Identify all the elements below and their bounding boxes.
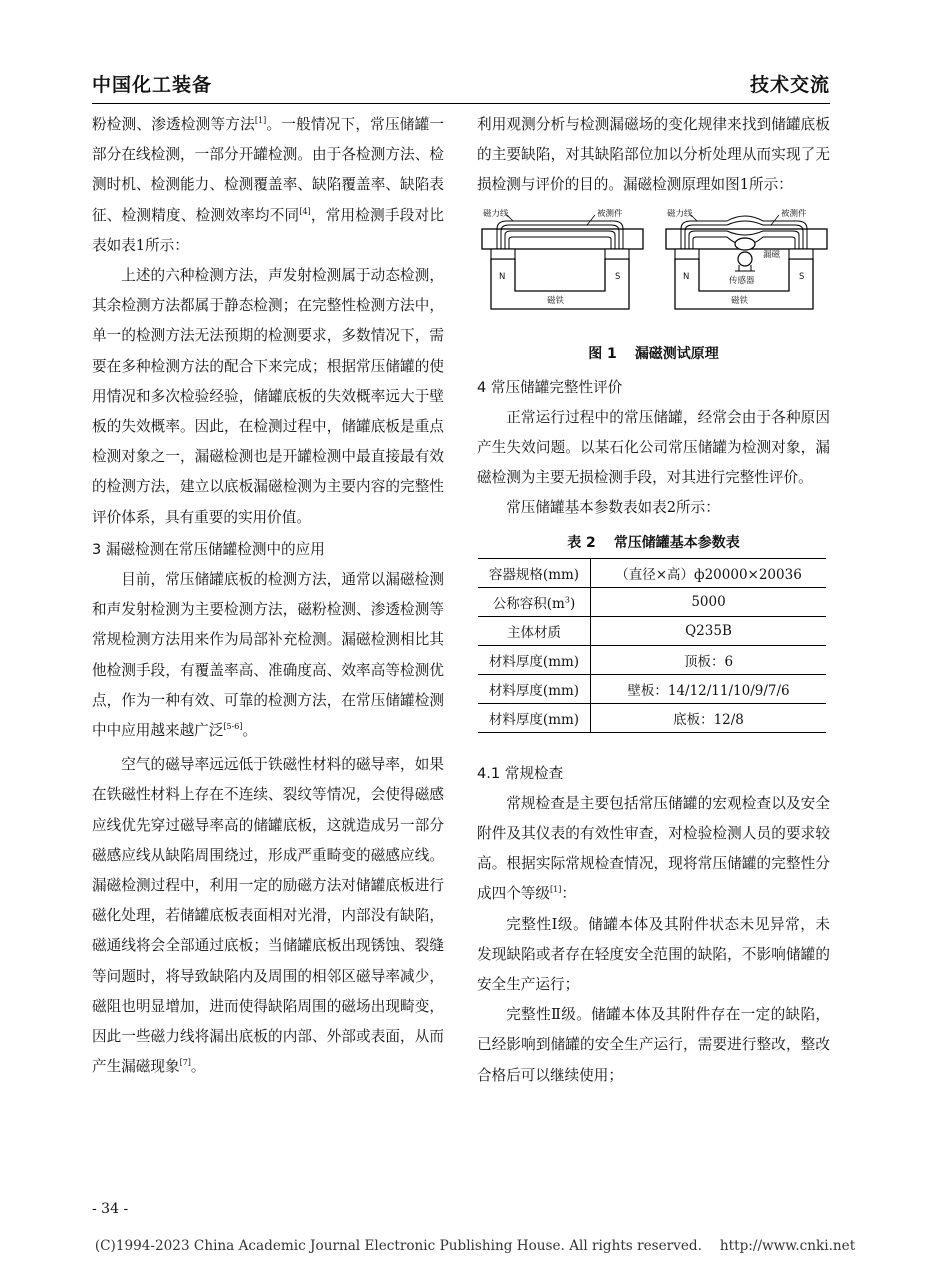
right-column xyxy=(477,110,830,1091)
parameter-table xyxy=(478,558,826,733)
citation[interactable]: [1] xyxy=(549,885,562,895)
page-header xyxy=(92,70,830,104)
table-row: 公称容积$(m^3)$ 5000 xyxy=(478,587,826,616)
section-label: 技术交流 xyxy=(749,74,830,96)
paragraph: 空气的磁导率远远低于铁磁性材料的磁导率，如果在铁磁性材料上存在不连续、裂纹等情况，会使得磁感应线优先穿过磁导率高的储罐底板，这就造成另一部分磁感应线从缺陷周围绕过，形成严重畸变的磁感应线。漏磁检测过程中，利用一定的励磁方法对储罐底板进行磁化处理，若储罐底板表面相对光滑，内部没有缺陷，磁通线将会全部通过底板；当储罐底板出现锈蚀、裂缝等问题时，将导致缺陷内及周围的相邻区磁导率减少，磁阻也明显增加，进而使得缺陷周围的磁场出现畸变，因此一些磁力线将漏出底板的内部、外部或表面，从而产生漏磁现象[7]。 xyxy=(92,756,444,1076)
table-row: 材料厚度(mm) 壁板：14/12/11/10/9/7/6 xyxy=(478,674,826,703)
label-magnet: 磁铁 xyxy=(731,295,749,306)
paragraph: 利用观测分析与检测漏磁场的变化规律来找到储罐底板的主要缺陷，对其缺陷部位加以分析处理从而实现了无损检测与评价的目的。漏磁检测原理如图1所示： xyxy=(477,116,830,194)
label-s: S xyxy=(799,271,805,282)
diagram-with-defect xyxy=(666,209,827,309)
paragraph: 完整性Ⅰ级。储罐本体及其附件状态未见异常，未发现缺陷或者存在轻度安全范围的缺陷，不影响储罐的安全生产运行； xyxy=(477,915,830,994)
label-specimen: 被测件 xyxy=(781,208,807,219)
left-column xyxy=(92,110,444,1083)
journal-title: 中国化工装备 xyxy=(92,74,213,96)
label-leak: 漏磁 xyxy=(763,249,781,260)
paragraph: 粉检测、渗透检测等方法[1]。一般情况下，常压储罐一部分在线检测，一部分开罐检测。由于各检测方法、检测时机、检测能力、检测覆盖率、缺陷覆盖率、缺陷表征、检测精度、检测效率均不同[4]，常用检测手段对比表如表1所示： xyxy=(92,116,444,254)
figure-leakage-principle xyxy=(477,209,830,339)
paragraph: 上述的六种检测方法，声发射检测属于动态检测，其余检测方法都属于静态检测；在完整性检测方法中，单一的检测方法无法预期的检测要求，多数情况下，需要在多种检测方法的配合下来完成；根据常压储罐的使用情况和多次检验经验，储罐底板的失效概率远大于壁板的失效概率。因此，在检测过程中，储罐底板是重点检测对象之一，漏磁检测也是开罐检测中最直接最有效的检测方法，建立以底板漏磁检测为主要内容的完整性评价体系，具有重要的实用价值。 xyxy=(92,267,444,526)
figure-caption: 图 1 漏磁测试原理 xyxy=(588,345,719,362)
table-row: 材料厚度(mm) 底板：12/8 xyxy=(478,703,826,732)
citation[interactable]: [5-6] xyxy=(223,722,243,732)
page-number: - 34 - xyxy=(92,1201,129,1217)
table-row: 主体材质 Q235B xyxy=(478,616,826,645)
citation[interactable]: [7] xyxy=(179,1058,191,1068)
section-heading: 3 漏磁检测在常压储罐检测中的应用 xyxy=(92,540,325,558)
diagram-no-defect xyxy=(482,209,643,309)
citation[interactable]: [1] xyxy=(254,116,267,126)
label-n: N xyxy=(499,271,506,282)
paragraph: 完整性Ⅱ级。储罐本体及其附件存在一定的缺陷，已经影响到储罐的安全生产运行，需要进行整改，整改合格后可以继续使用； xyxy=(477,1006,830,1084)
table-caption: 表 2 常压储罐基本参数表 xyxy=(567,534,740,551)
label-specimen: 被测件 xyxy=(597,208,623,219)
footer-url[interactable]: http://www.cnki.net xyxy=(719,1238,856,1254)
header-rule xyxy=(92,103,830,104)
section-heading: 4 常压储罐完整性评价 xyxy=(477,378,623,396)
label-sensor: 传感器 xyxy=(729,275,755,286)
table-row: 容器规格(mm) （直径×高）ф20000×20036 xyxy=(478,558,826,587)
label-flux-line: 磁力线 xyxy=(667,208,693,219)
citation[interactable]: [4] xyxy=(299,206,311,216)
label-s: S xyxy=(615,271,621,282)
table-row: 材料厚度(mm) 顶板：6 xyxy=(478,645,826,674)
paragraph: 正常运行过程中的常压储罐，经常会由于各种原因产生失效问题。以某石化公司常压储罐为检测对象，漏磁检测为主要无损检测手段，对其进行完整性评价。 xyxy=(477,408,830,487)
label-flux-line: 磁力线 xyxy=(483,208,509,219)
copyright-footer: (C)1994-2023 China Academic Journal Electronic Publishing House. All rights reserved. http://www.cnki.net xyxy=(94,1238,856,1254)
paragraph: 常压储罐基本参数表如表2所示： xyxy=(506,499,720,517)
paragraph: 常规检查是主要包括常压储罐的宏观检查以及安全附件及其仪表的有效性审查，对检验检测人员的要求较高。根据实际常规检查情况，现将常压储罐的完整性分成四个等级[1]： xyxy=(477,794,830,903)
label-n: N xyxy=(683,271,690,282)
label-magnet: 磁铁 xyxy=(547,295,565,306)
section-heading: 4.1 常规检查 xyxy=(477,764,564,782)
paragraph: 目前，常压储罐底板的检测方法，通常以漏磁检测和声发射检测为主要检测方法，磁粉检测、渗透检测等常规检测方法用来作为局部补充检测。漏磁检测相比其他检测手段，有覆盖率高、准确度高、效率高等检测优点，作为一种有效、可靠的检测方法，在常压储罐检测中中应用越来越广泛[5-6]。 xyxy=(92,571,444,740)
